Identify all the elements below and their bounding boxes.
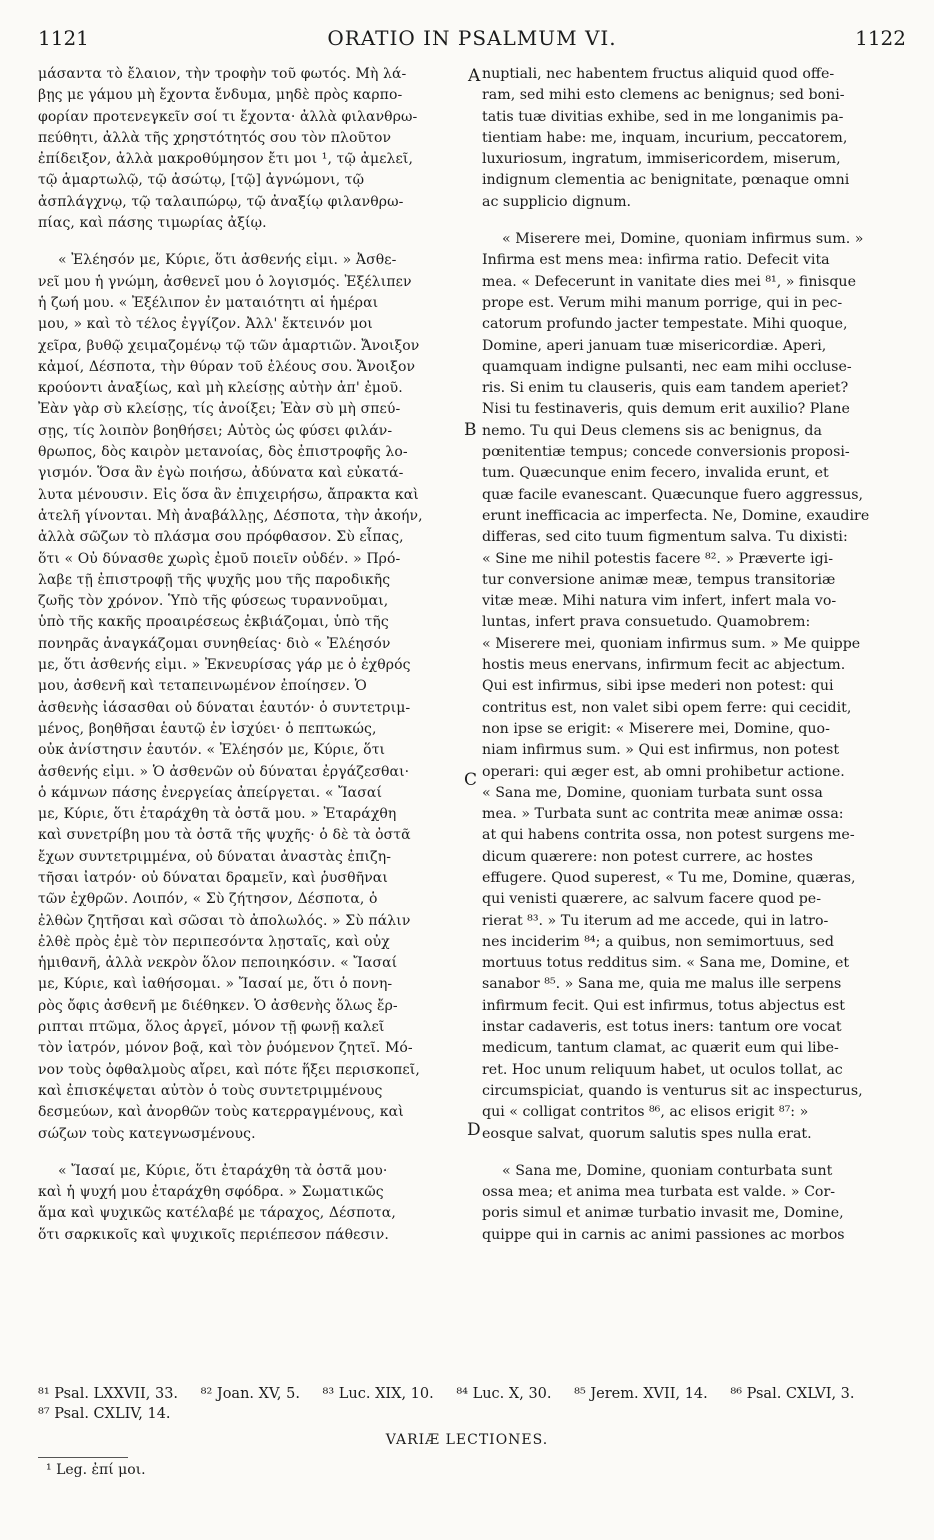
text-line: ὅτι « Οὐ δύνασθε χωρὶς ἐμοῦ ποιεῖν οὐδέν. » Πρό- bbox=[38, 550, 401, 567]
text-line: differas, sed cito tuum figmentum salva. Tu dixisti: bbox=[482, 529, 848, 546]
text-line: tatis tuæ divitias exhibe, sed in me longanimis pa- bbox=[482, 108, 844, 125]
text-line: τῶν ἐχθρῶν. Λοιπόν, « Σὺ ζήτησον, Δέσποτα, ὁ bbox=[38, 891, 378, 908]
text-line: φορίαν προτενεγκεῖν σοί τι ἔχοντα· ἀλλὰ φιλανθρω- bbox=[38, 108, 418, 125]
text-line: erunt inefficacia ac imperfecta. Ne, Domine, exaudire bbox=[482, 507, 870, 524]
footnote-row-2 bbox=[38, 1404, 906, 1424]
text-line: ἐπίδειξον, ἀλλὰ μακροθύμησον ἔτι μοι ¹, τῷ ἀμελεῖ, bbox=[38, 151, 414, 168]
text-line: mea. » Turbata sunt ac contrita meæ animæ ossa: bbox=[482, 806, 844, 823]
text-line: ὁ κάμνων πάσης ἐνεργείας ἀπείργεται. « Ἴασαί bbox=[38, 784, 383, 801]
text-line: qui venisti quærere, ac salvum facere quod pe- bbox=[482, 891, 821, 908]
text-line: mea. « Defecerunt in vanitate dies mei ⁸¹, » finisque bbox=[482, 273, 856, 290]
text-line: ἔχων συντετριμμένα, οὐ δύναται ἀναστὰς ἐπιζη- bbox=[38, 848, 392, 865]
text-line: μένος, βοηθῆσαι ἑαυτῷ ἐν ἰσχύει· ὁ πεπτωκώς, bbox=[38, 720, 377, 737]
text-line: « Miserere mei, Domine, quoniam infirmus sum. » bbox=[502, 231, 864, 248]
text-line: hostis meus enervans, infirmum fecit ac abjectum. bbox=[482, 657, 846, 674]
footnote: ⁸⁴ Luc. X, 30. bbox=[456, 1386, 552, 1402]
text-line: πονηρᾶς ἀναγκάζομαι συνηθείας· διὸ « Ἐλέησόν bbox=[38, 635, 391, 652]
text-line: catorum profundo jacter tempestate. Mihi quoque, bbox=[482, 316, 848, 333]
text-line: infirmum fecit. Qui est infirmus, totus abjectus est bbox=[482, 997, 846, 1014]
text-line: ἡ ζωή μου. « Ἐξέλιπον ἐν ματαιότητι αἱ ἡμέραι bbox=[38, 294, 379, 311]
text-line: σώζων τοὺς κατεγνωσμένους. bbox=[38, 1125, 256, 1142]
text-line: ἀσθενής εἰμι. » Ὁ ἀσθενῶν οὐ δύναται ἐργάζεσθαι· bbox=[38, 763, 410, 780]
footnote: ⁸² Joan. XV, 5. bbox=[200, 1386, 300, 1402]
text-line: ret. Hoc unum reliquum habet, ut oculos tollat, ac bbox=[482, 1061, 843, 1078]
text-line: ὑπὸ τῆς κακῆς προαιρέσεως ἐκβιάζομαι, ὑπὸ τῆς bbox=[38, 614, 389, 631]
text-line: indignum clementia ac benignitate, pœnaque omni bbox=[482, 172, 850, 189]
text-line: καὶ ἐπισκέψεται αὐτὸν ὁ τοὺς συντετριμμένους bbox=[38, 1082, 383, 1099]
text-line: « Ἐλέησόν με, Κύριε, ὅτι ἀσθενής εἰμι. » Ἀσθε- bbox=[58, 252, 397, 269]
margin-letter-c: C bbox=[464, 770, 478, 790]
text-line: Qui est infirmus, sibi ipse mederi non potest: qui bbox=[482, 678, 834, 695]
text-line: nuptiali, nec habentem fructus aliquid quod offe- bbox=[482, 66, 835, 82]
text-line: ram, sed mihi esto clemens ac benignus; sed boni- bbox=[482, 87, 845, 104]
text-line: non ipse se erigit: « Miserere mei, Domine, quo- bbox=[482, 720, 830, 737]
text-line: με, Κύριε, ὅτι ἐταράχθη τὰ ὀστᾶ μου. » Ἐταράχθη bbox=[38, 806, 397, 823]
text-line: ἀσθενὴς ἰάσασθαι οὐ δύναται ἑαυτόν· ὁ συντετριμ- bbox=[38, 699, 411, 716]
text-line: ἀλλὰ σῶζων τὸ πλάσμα σου πρόφθασον. Σὺ εἶπας, bbox=[38, 529, 404, 546]
text-line: dicum quærere: non potest currere, ac hostes bbox=[482, 848, 813, 865]
text-line: ossa mea; et anima mea turbata est valde. » Cor- bbox=[482, 1184, 836, 1201]
text-line: instar cadaveris, est totus iners: tantum ore vocat bbox=[482, 1019, 842, 1036]
text-line: poris simul et animæ turbatio invasit me, Domine, bbox=[482, 1205, 844, 1222]
text-line: quippe qui in carnis ac animi passiones ac morbos bbox=[482, 1226, 845, 1243]
text-line: δεσμεύων, καὶ ἀνορθῶν τοὺς κατερραγμένους, καὶ bbox=[38, 1104, 404, 1121]
text-line: ἀτελῆ γίνονται. Μὴ ἀναβάλλῃς, Δέσποτα, τὴν ἀκοήν, bbox=[38, 507, 423, 524]
margin-letter-d: D bbox=[467, 1120, 481, 1140]
text-line: ὅτι σαρκικοῖς καὶ ψυχικοῖς περιέπεσον πάθεσιν. bbox=[38, 1226, 389, 1243]
text-line: « Sana me, Domine, quoniam conturbata sunt bbox=[502, 1162, 833, 1179]
text-line: vitæ meæ. Mihi natura vim infert, infert mala vo- bbox=[482, 593, 837, 610]
text-line: tur conversione animæ meæ, tempus transitoriæ bbox=[482, 571, 836, 588]
text-line: μου, ἀσθενῆ καὶ τεταπεινωμένον ἐποίησεν. Ὁ bbox=[38, 678, 367, 695]
text-line: Domine, aperi januam tuæ misericordiæ. Aperi, bbox=[482, 337, 827, 354]
text-line: « Sana me, Domine, quoniam turbata sunt ossa bbox=[482, 784, 823, 801]
text-line: medicum, tantum clamat, ac quærit eum qui libe- bbox=[482, 1040, 839, 1057]
text-line: θρωπος, δὸς καιρὸν μετανοίας, δὸς ἐπιστροφῆς λο- bbox=[38, 444, 408, 461]
text-line: μου, » καὶ τὸ τέλος ἐγγίζον. Ἀλλ' ἔκτεινόν μοι bbox=[38, 316, 373, 333]
variant-note: ¹ Leg. ἐπί μοι. bbox=[46, 1462, 146, 1478]
text-line: operari: qui æger est, ab omni prohibetur actione. bbox=[482, 763, 845, 780]
text-line: γισμόν. Ὅσα ἂν ἐγὼ ποιήσω, ἀδύνατα καὶ εὐκατά- bbox=[38, 465, 404, 482]
text-line: effugere. Quod superest, « Tu me, Domine, quæras, bbox=[482, 869, 856, 886]
text-line: Infirma est mens mea: infirma ratio. Defecit vita bbox=[482, 252, 830, 269]
text-line: nemo. Tu qui Deus clemens sis ac benignus, da bbox=[482, 422, 822, 439]
text-line: οὐκ ἀνίστησιν ἑαυτόν. « Ἐλέησόν με, Κύριε, ὅτι bbox=[38, 742, 386, 759]
text-line: ἅμα καὶ ψυχικῶς κατέλαβέ με τάραχος, Δέσποτα, bbox=[38, 1205, 396, 1222]
text-line: καὶ συνετρίβη μου τὰ ὀστᾶ τῆς ψυχῆς· ὁ δὲ τὰ ὀστᾶ bbox=[38, 827, 411, 844]
footnote: ⁸¹ Psal. LXXVII, 33. bbox=[38, 1386, 179, 1402]
text-line: pœnitentiæ tempus; concede conversionis proposi- bbox=[482, 444, 850, 461]
text-line: eosque salvat, quorum salutis spes nulla erat. bbox=[482, 1125, 812, 1142]
text-line: ἐλθὲ πρὸς ἐμὲ τὸν περιπεσόντα λῃσταῖς, καὶ οὐχ bbox=[38, 933, 390, 950]
greek-column bbox=[38, 64, 466, 1246]
divider bbox=[38, 1457, 128, 1458]
text-line: τῷ ἁμαρτωλῷ, τῷ ἀσώτῳ, [τῷ] ἀγνώμονι, τῷ bbox=[38, 172, 365, 189]
text-line: « Miserere mei, quoniam infirmus sum. » Me quippe bbox=[482, 635, 861, 652]
text-line: luntas, infert prava consuetudo. Quamobrem: bbox=[482, 614, 811, 631]
text-line: tum. Quæcunque enim fecero, invalida erunt, et bbox=[482, 465, 829, 482]
text-line: mortuus totus redditus sim. « Sana me, Domine, et bbox=[482, 955, 850, 972]
text-line: ἐλθὼν ζητῆσαι καὶ σῶσαι τὸ ἀπολωλός. » Σὺ πάλιν bbox=[38, 912, 411, 929]
text-line: με, ὅτι ἀσθενής εἰμι. » Ἐκνευρίσας γάρ με ὁ ἐχθρός bbox=[38, 657, 411, 674]
text-line: quamquam indigne pulsanti, nec eam mihi occluse- bbox=[482, 358, 852, 375]
text-line: « Sine me nihil potestis facere ⁸². » Præverte igi- bbox=[482, 550, 834, 567]
text-line: καὶ ἡ ψυχή μου ἐταράχθη σφόδρα. » Σωματικῶς bbox=[38, 1184, 384, 1201]
text-line: qui « colligat contritos ⁸⁶, ac elisos erigit ⁸⁷: » bbox=[482, 1104, 809, 1121]
footnote-row-1 bbox=[38, 1384, 906, 1404]
text-line: σῃς, τίς λοιπὸν βοηθήσει; Αὐτὸς ὡς φύσει φιλάν- bbox=[38, 422, 393, 439]
page-number-right: 1122 bbox=[855, 26, 906, 50]
text-line: νον τοὺς ὀφθαλμοὺς αἴρει, καὶ πότε ἥξει περισκοπεῖ, bbox=[38, 1061, 420, 1078]
text-line: quæ facile evanescant. Quæcunque fuero aggressus, bbox=[482, 486, 864, 503]
footnotes bbox=[38, 1384, 906, 1424]
text-line: λυτα μένουσιν. Εἰς ὅσα ἂν ἐπιχειρήσω, ἄπρακτα καὶ bbox=[38, 486, 419, 503]
text-line: Nisi tu festinaveris, quis demum erit auxilio? Plane bbox=[482, 401, 850, 418]
text-line: με, Κύριε, καὶ ἰαθήσομαι. » Ἴασαί με, ὅτι ὁ πονη- bbox=[38, 976, 393, 993]
text-line: prope est. Verum mihi manum porrige, qui in pec- bbox=[482, 294, 843, 311]
footnote: ⁸⁶ Psal. CXLVI, 3. bbox=[730, 1386, 855, 1402]
text-line: nes inciderim ⁸⁴; a quibus, non semimortuus, sed bbox=[482, 933, 834, 950]
text-line: ac supplicio dignum. bbox=[482, 193, 632, 210]
footnote: ⁸⁷ Psal. CXLIV, 14. bbox=[38, 1406, 171, 1422]
text-line: βῃς με γάμου μὴ ἔχοντα ἔνδυμα, μηδὲ πρὸς καρπο- bbox=[38, 87, 403, 104]
text-line: ριπται πτῶμα, ὅλος ἀργεῖ, μόνον τῇ φωνῇ καλεῖ bbox=[38, 1019, 385, 1036]
running-title: ORATIO IN PSALMUM VI. bbox=[327, 26, 617, 50]
page-number-left: 1121 bbox=[38, 26, 89, 50]
text-line: tientiam habe: me, inquam, incurium, peccatorem, bbox=[482, 129, 848, 146]
text-line: λαβε τῇ ἐπιστροφῇ τῆς ψυχῆς μου τῆς παροδικῆς bbox=[38, 571, 391, 588]
text-line: ρὸς ὄφις ἀσθενῆ με διέθηκεν. Ὁ ἀσθενὴς ὅλως ἔρ- bbox=[38, 997, 398, 1014]
text-line: μάσαντα τὸ ἔλαιον, τὴν τροφὴν τοῦ φωτός. Μὴ λά- bbox=[38, 66, 407, 82]
text-line: πεύθητι, ἀλλὰ τῆς χρηστότητός σου τὸν πλοῦτον bbox=[38, 129, 392, 146]
text-line: ζωῆς τὸν χρόνον. Ὑπὸ τῆς φύσεως τυραννοῦμαι, bbox=[38, 593, 389, 610]
text-line: κρούοντι ἀναξίως, καὶ μὴ κλείσῃς αὐτὴν ἀπ' ἐμοῦ. bbox=[38, 380, 403, 397]
margin-letter-b: B bbox=[464, 420, 477, 440]
text-line: circumspiciat, quando is venturus sit ac inspecturus, bbox=[482, 1082, 863, 1099]
text-line: νεῖ μου ἡ γνώμη, ἀσθενεῖ μου ὁ λογισμός. Ἐξέλιπεν bbox=[38, 273, 412, 290]
footnote: ⁸³ Luc. XIX, 10. bbox=[322, 1386, 434, 1402]
text-line: ἀσπλάγχνῳ, τῷ ταλαιπώρῳ, τῷ ἀναξίῳ φιλανθρω- bbox=[38, 193, 404, 210]
footnote: ⁸⁵ Jerem. XVII, 14. bbox=[574, 1386, 708, 1402]
text-line: ris. Si enim tu clauseris, quis eam tandem aperiet? bbox=[482, 380, 849, 397]
text-line: πίας, καὶ πάσης τιμωρίας ἀξίῳ. bbox=[38, 215, 267, 232]
text-line: Ἐὰν γὰρ σὺ κλείσῃς, τίς ἀνοίξει; Ἐὰν σὺ μὴ σπεύ- bbox=[38, 401, 401, 418]
text-line: τὸν ἰατρόν, μόνον βοᾷ, καὶ τὸν ῥυόμενον ζητεῖ. Μό- bbox=[38, 1040, 413, 1057]
latin-column bbox=[482, 64, 906, 1246]
text-line: sanabor ⁸⁵. » Sana me, quia me malus ille serpens bbox=[482, 976, 842, 993]
page-header bbox=[38, 26, 906, 62]
text-line: κἀμοί, Δέσποτα, τὴν θύραν τοῦ ἐλέους σου. Ἄνοιξον bbox=[38, 358, 416, 375]
text-line: luxuriosum, ingratum, immisericordem, miserum, bbox=[482, 151, 841, 168]
text-line: at qui habens contrita ossa, non potest surgens me- bbox=[482, 827, 855, 844]
text-line: rierat ⁸³. » Tu iterum ad me accede, qui in latro- bbox=[482, 912, 829, 929]
variae-lectiones-heading: VARIÆ LECTIONES. bbox=[385, 1432, 549, 1448]
margin-letter-a: A bbox=[468, 66, 481, 86]
text-line: χεῖρα, βυθῷ χειμαζομένῳ τῷ τῶν ἁμαρτιῶν. Ἄνοιξον bbox=[38, 337, 420, 354]
text-line: « Ἴασαί με, Κύριε, ὅτι ἐταράχθη τὰ ὀστᾶ μου· bbox=[58, 1162, 388, 1179]
text-line: τῆσαι ἰατρόν· οὐ δύναται δραμεῖν, καὶ ῥυσθῆναι bbox=[38, 869, 388, 886]
text-line: contritus est, non valet sibi opem ferre: qui cecidit, bbox=[482, 699, 852, 716]
text-line: ἡμιθανῆ, ἀλλὰ νεκρὸν ὅλον πεποιηκόσιν. « Ἴασαί bbox=[38, 955, 398, 972]
text-line: niam infirmus sum. » Qui est infirmus, non potest bbox=[482, 742, 840, 759]
